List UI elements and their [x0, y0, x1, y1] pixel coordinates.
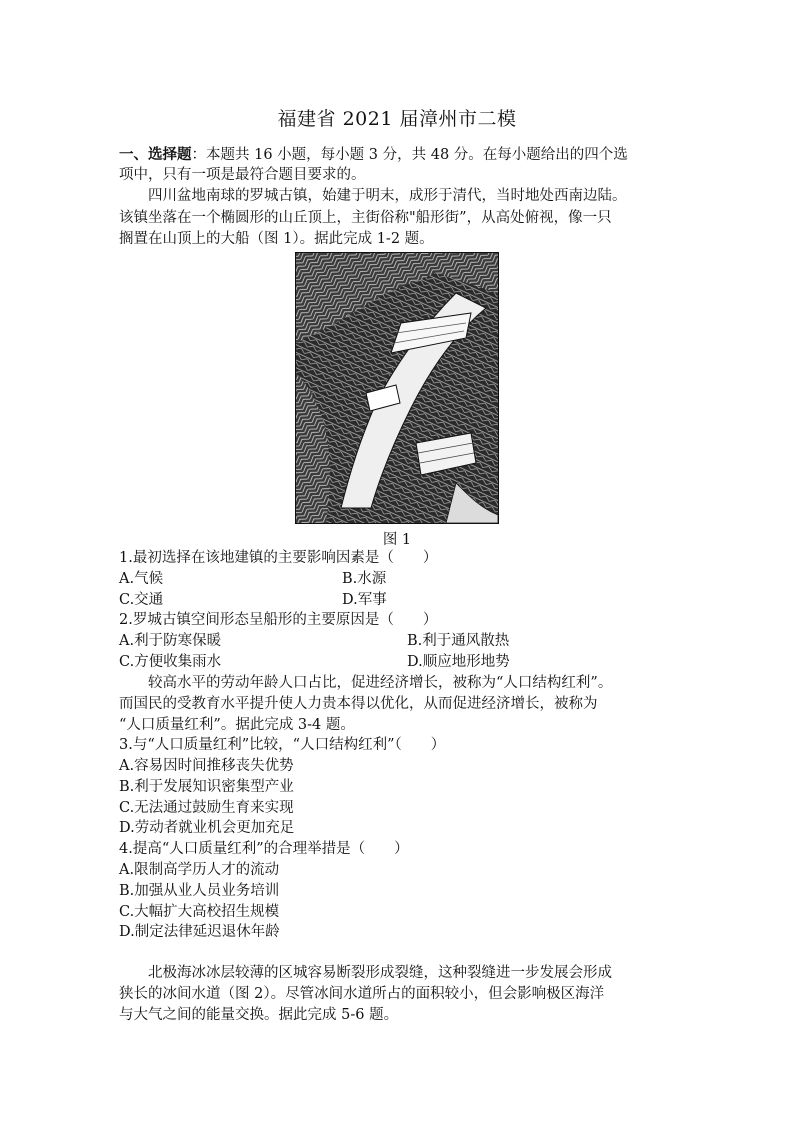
q3-option-b: B.利于发展知识密集型产业: [119, 779, 294, 795]
passage2-line-2: 而国民的受教育水平提升使人力贵本得以优化，从而促进经济增长，被称为: [119, 696, 598, 712]
q2-option-a: A.利于防寒保暖: [119, 633, 222, 649]
q3-option-d: D.劳动者就业机会更加充足: [119, 820, 295, 836]
q2-option-d: D.顺应地形地势: [407, 654, 510, 670]
passage3-line-3: 与大气之间的能量交换。据此完成 5-6 题。: [119, 1007, 399, 1023]
section-intro-line-2: 项中，只有一项是最符合题目要求的。: [119, 167, 366, 183]
passage2-line-1: 较高水平的劳动年龄人口占比，促进经济增长，被称为“人口结构红利”。: [148, 675, 613, 691]
q1-option-b: B.水源: [342, 571, 387, 587]
passage1-line-3: 搁置在山顶上的大船（图 1）。据此完成 1-2 题。: [119, 231, 434, 247]
passage2-line-3: “人口质量红利”。据此完成 3-4 题。: [119, 717, 355, 733]
q1-option-d: D.军事: [342, 592, 387, 608]
passage3-line-2: 狭长的冰间水道（图 2）。尽管冰间水道所占的面积较小，但会影响极区海洋: [119, 986, 605, 1002]
figure-1-town-illustration: [295, 252, 499, 524]
passage1-line-1: 四川盆地南球的罗城古镇，始建于明末，成形于清代，当时地处西南边陆。: [148, 188, 627, 204]
q4-option-c: C.大幅扩大高校招生规模: [119, 904, 280, 920]
q4-option-b: B.加强从业人员业务培训: [119, 883, 280, 899]
q3-stem: 3.与“人口质量红利”比较，“人口结构红利”（ ）: [119, 737, 446, 753]
boat-shaped-town-drawing: [296, 253, 498, 523]
q2-option-b: B.利于通风散热: [407, 633, 510, 649]
q1-stem: 1.最初选择在该地建镇的主要影响因素是（ ）: [119, 550, 438, 566]
page-title: 福建省 2021 届漳州市二模: [277, 108, 517, 130]
passage1-line-2: 该镇坐落在一个椭圆形的山丘顶上，主街俗称"船形街”，从高处俯视，像一只: [119, 210, 612, 226]
passage3-line-1: 北极海冰冰层较薄的区城容易断裂形成裂缝，这种裂缝进一步发展会形成: [148, 965, 612, 981]
q3-option-a: A.容易因时间推移丧失优势: [119, 758, 294, 774]
q3-option-c: C.无法通过鼓励生育来实现: [119, 800, 294, 816]
q4-option-a: A.限制高学历人才的流动: [119, 862, 280, 878]
section-intro-line-1: [119, 145, 628, 165]
q2-stem: 2.罗城古镇空间形态呈船形的主要原因是（ ）: [119, 612, 438, 628]
figure-1-caption: 图 1: [382, 532, 412, 548]
q4-option-d: D.制定法律延迟退休年龄: [119, 924, 280, 940]
q1-option-a: A.气候: [119, 571, 164, 587]
q2-option-c: C.方便收集雨水: [119, 654, 222, 670]
section-intro-text: ：本题共 16 小题，每小题 3 分，共 48 分。在每小题给出的四个选: [191, 147, 628, 163]
section-heading: 一、选择题: [119, 146, 192, 163]
q4-stem: 4.提高“人口质量红利”的合理举措是（ ）: [119, 841, 409, 857]
q1-option-c: C.交通: [119, 592, 164, 608]
